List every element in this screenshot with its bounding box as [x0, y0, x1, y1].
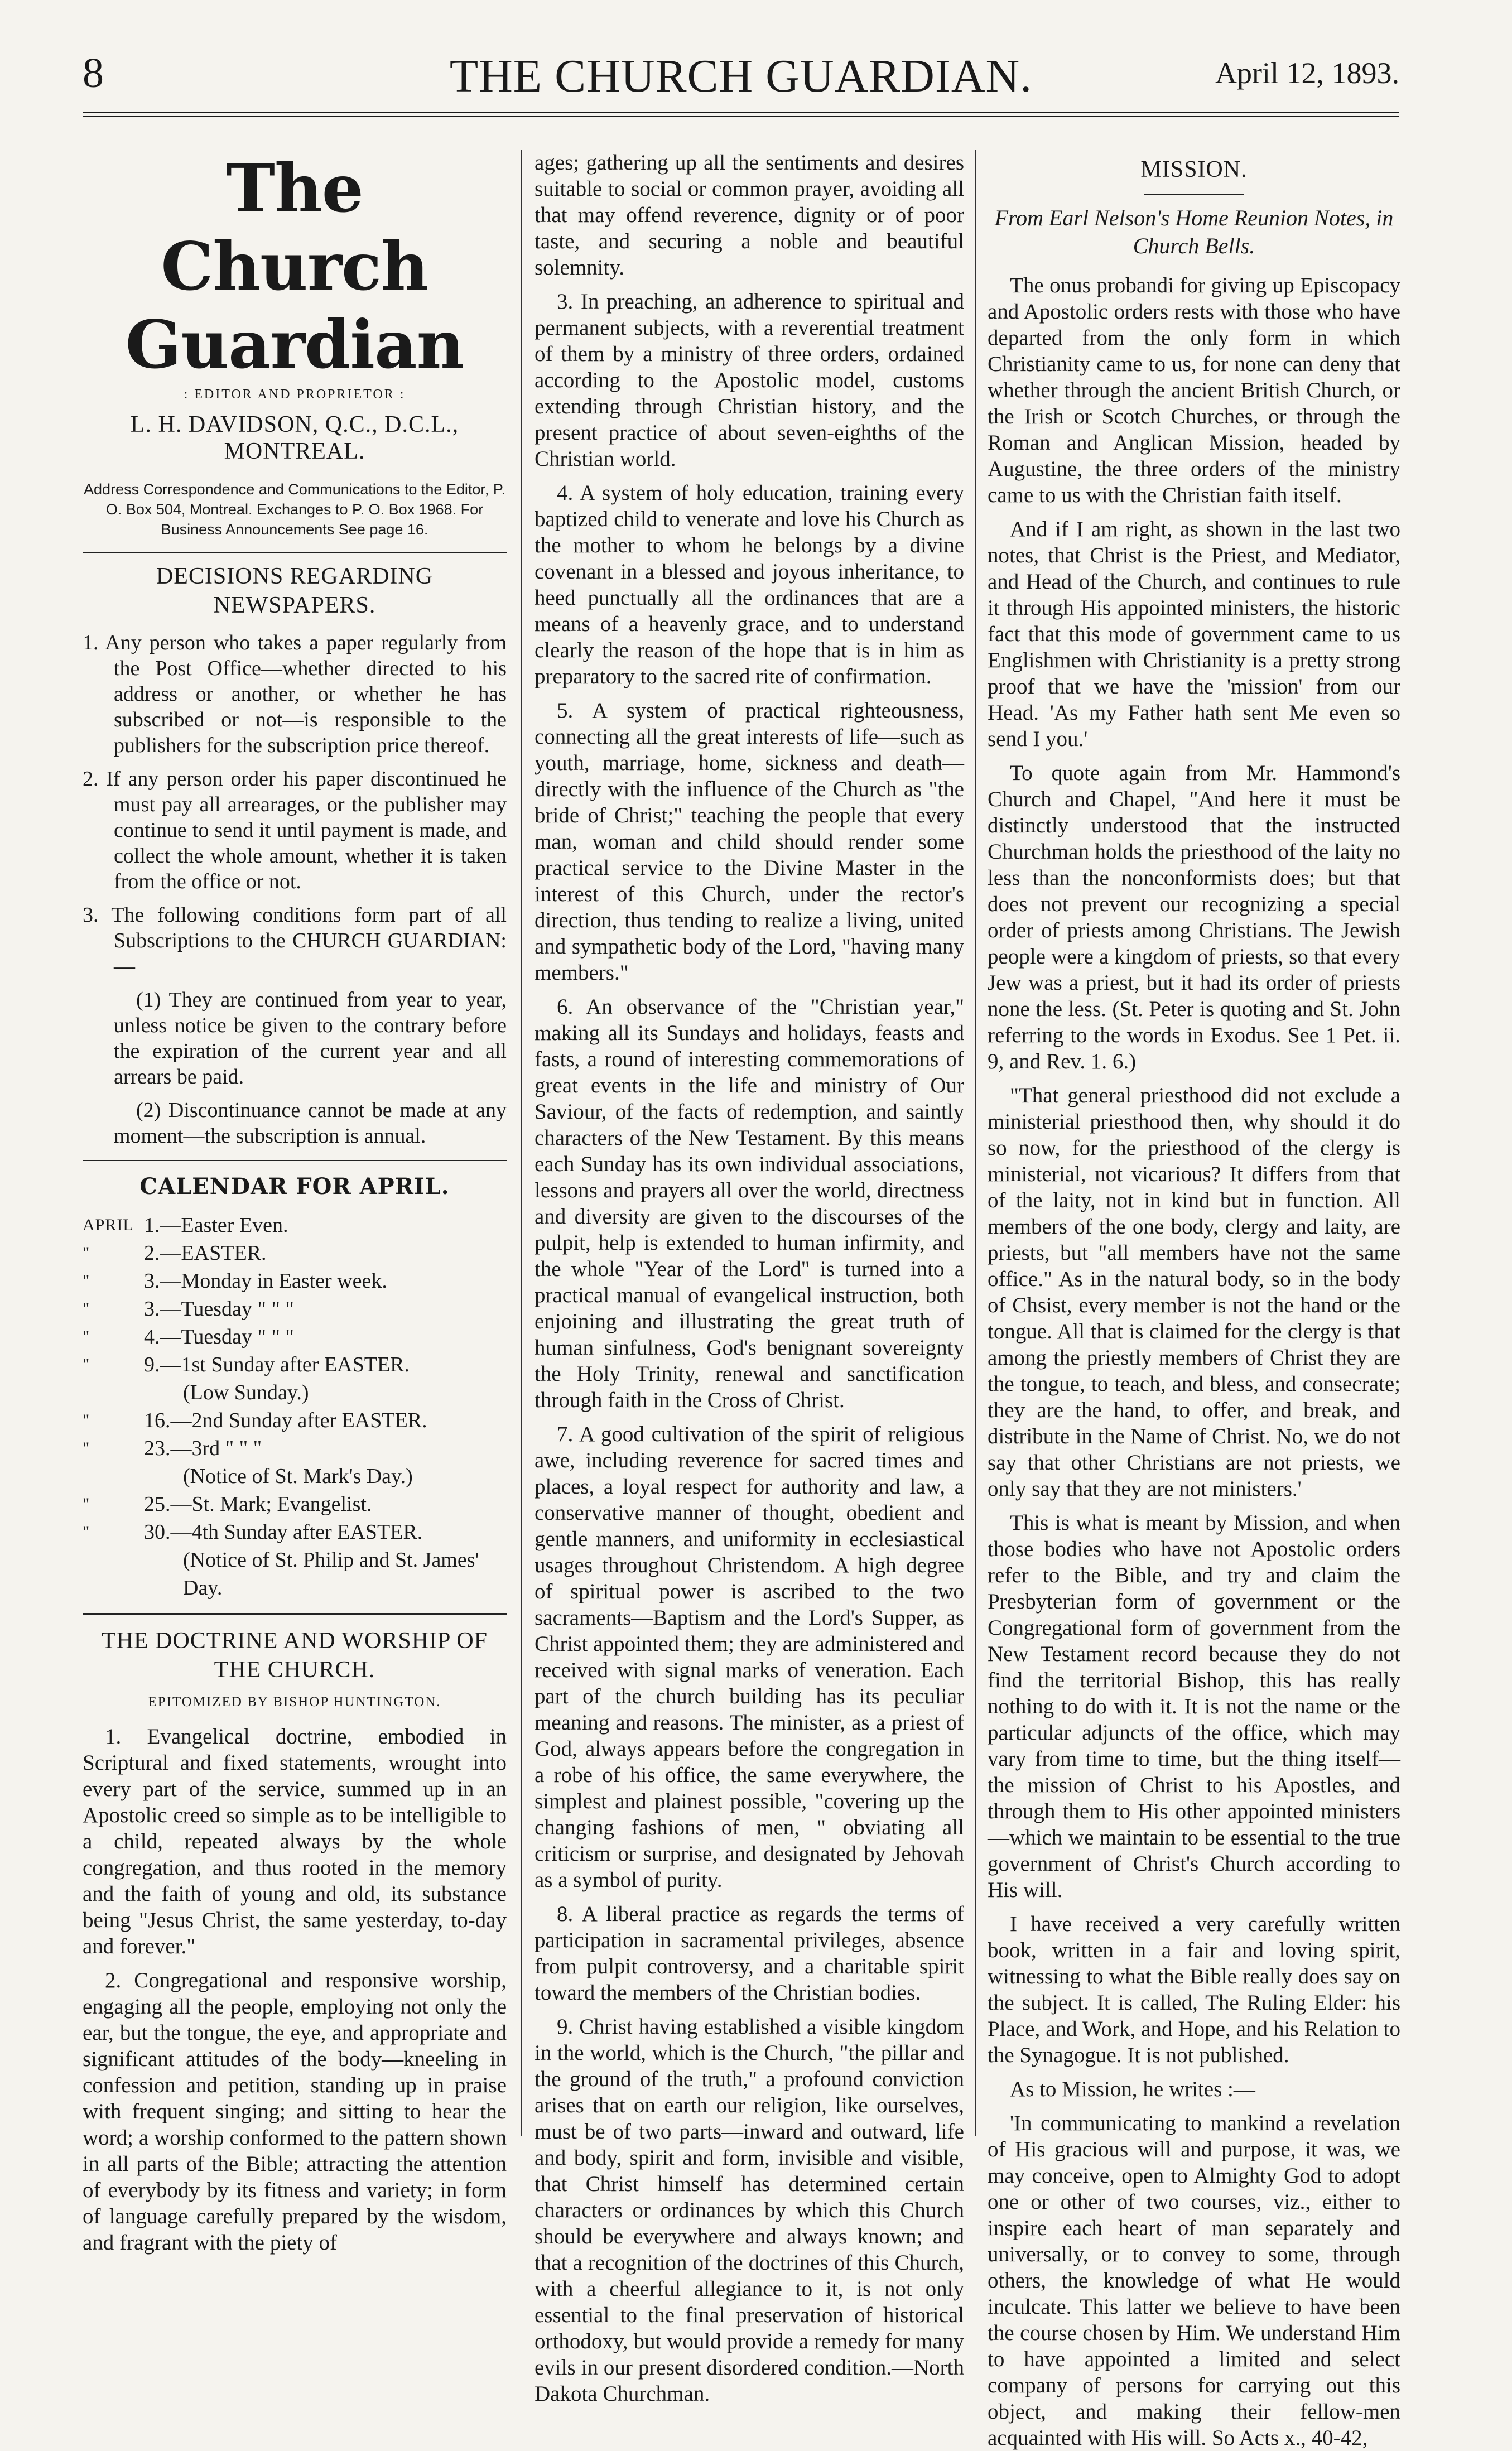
doctrine-paragraph: 4. A system of holy education, training every baptized child to venerate and love his Church as the mother to whom he belongs by a divine covenant in a blessed and joyous inheritance, to heed punctually all the ordinances that are a means of a heavenly grace, and to understand clearly the reason of the hope that is in him as preparatory to the sacred rite of confirmation. — [535, 481, 964, 688]
divider — [83, 552, 507, 553]
calendar-entry: " 4.—Tuesday " " " — [83, 1325, 294, 1349]
column-middle — [535, 150, 964, 2406]
calendar-note: (Notice of St. Mark's Day.) — [183, 1465, 413, 1488]
decision-item: 2. If any person order his paper discontinued he must pay all arrearages, or the publisher may continue to send it until payment is made, and collect the whole amount, whether it is taken from the office or not. — [83, 767, 507, 893]
decisions-heading: DECISIONS REGARDING NEWSPAPERS. — [156, 564, 434, 618]
doctrine-paragraph: 9. Christ having established a visible kingdom in the world, which is the Church, "the pillar and the ground of the truth," a profound conviction arises that on earth our religion, like ourselves, must be of two parts—inward and outward, life and body, spirit and form, invisible and visible, that Christ himself has determined certain characters or ordinances by which this Church should be everywhere and always known; and that a recognition of the doctrines of this Church, with a cheerful allegiance to it, is not only essential to the final preservation of historical orthodoxy, but would provide a remedy for many evils in our present disordered condition.—North Dakota Churchman. — [535, 2015, 964, 2406]
decision-subitem: (2) Discontinuance cannot be made at any moment—the subscription is annual. — [114, 1099, 507, 1148]
calendar-note: (Notice of St. Philip and St. James' Day. — [183, 1548, 479, 1600]
doctrine-paragraph: 6. An observance of the "Christian year," making all its Sundays and holidays, feasts and fasts, a round of interesting commemorations of great events in the life and ministry of Our Saviour, of the facts of redemption, and saintly characters of the New Testament. By this means each Sunday has its own individual associations, lessons and prayers all over the world, directness and diversity are given to the discourses of the pulpit, help is extended to human infirmity, and the whole "Year of the Lord" is turned into a practical manual of evangelical instruction, both enjoining and illustrating the great truth of human sinfulness, God's benignant sovereignty the Holy Trinity, renewal and sanctification through faith in the Cross of Christ. — [535, 995, 964, 1412]
calendar-entry: " 3.—Monday in Easter week. — [83, 1269, 387, 1293]
doctrine-paragraph: 2. Congregational and responsive worship, engaging all the people, employing not only the ear, but the tongue, the eye, and appropriate and significant attitudes of the body—kneeling in confession and petition, standing up in praise with frequent singing; and sitting to hear the word; a worship conformed to the pattern shown in all parts of the Bible; attracting the attention of everybody by its fitness and variety; in form of language carefully prepared by the wisdom, and fragrant with the piety of — [83, 1968, 507, 2255]
mission-paragraph: I have received a very carefully written book, written in a fair and loving spirit, witnessing to what the Bible really does say on the subject. It is called, The Ruling Elder: his Place, and Work, and Hope, and his Relation to the Synagogue. It is not published. — [988, 1912, 1400, 2067]
column-right — [988, 150, 1400, 2450]
column-divider — [521, 150, 522, 2136]
column-left — [83, 150, 507, 2255]
mission-paragraph: The onus probandi for giving up Episcopacy and Apostolic orders rests with those who have departed from the only form in which Christianity came to us, for none can deny that whether through the ancient British Church, or the Irish or Scotch Churches, or through the Roman and Anglican Mission, headed by Augustine, the three orders of the ministry came to us with the Christian faith itself. — [988, 273, 1400, 507]
mission-heading: MISSION. — [1140, 157, 1248, 182]
mission-paragraph: This is what is meant by Mission, and when those bodies who have not Apostolic orders refer to the Bible, and try and claim the Presbyterian form of government or the Congregational form of government from the New Testament record because they do not find the territorial Bishop, this has really nothing to do with it. It is not the name or the particular adjuncts of the office, which may vary from time to time, but the thing itself—the mission of Christ to his Apostles, and through them to His other appointed ministers—which we maintain to be essential to the true government of Christ's Church according to His will. — [988, 1511, 1400, 1902]
doctrine-byline: EPITOMIZED BY BISHOP HUNTINGTON. — [148, 1694, 441, 1710]
mission-source: From Earl Nelson's Home Reunion Notes, in Church Bells. — [994, 205, 1394, 258]
doctrine-paragraph: 3. In preaching, an adherence to spiritual and permanent subjects, with a reverential treatment of them by a ministry of three orders, ordained according to the Apostolic model, customs extending through Christian history, and the present practice of about seven-eighths of the Christian world. — [535, 290, 964, 471]
calendar-entry: " 9.—1st Sunday after EASTER. — [83, 1353, 410, 1376]
calendar-entry: " 2.—EASTER. — [83, 1241, 267, 1265]
page-number: 8 — [83, 50, 104, 97]
doctrine-paragraph: ages; gathering up all the sentiments and desires suitable to social or common prayer, avoiding all that may offend reverence, dignity or of poor taste, and securing a noble and beautiful solemnity. — [535, 151, 964, 280]
decision-subitem: (1) They are continued from year to year, unless notice be given to the contrary before the expiration of the current year and all arrears be paid. — [114, 988, 507, 1089]
calendar-entry: " 25.—St. Mark; Evangelist. — [83, 1492, 372, 1516]
mission-paragraph: 'In communicating to mankind a revelation of His gracious will and purpose, it was, we may conceive, open to Almighty God to adopt one or other of two courses, viz., either to inspire each heart of man separately and universally, or to convey to some, through others, the knowledge of what He would inculcate. This latter we believe to have been the course chosen by Him. We understand Him to have appointed a limited and select company of persons for carrying out this object, and making their fellow-men acquainted with His will. So Acts x., 40-42, — [988, 2111, 1400, 2450]
divider — [1144, 194, 1244, 195]
masthead-title: The Church Guardian — [125, 150, 464, 383]
paper-title: THE CHURCH GUARDIAN. — [449, 50, 1033, 102]
doctrine-paragraph: 7. A good cultivation of the spirit of religious awe, including reverence for sacred times and places, a loyal respect for authority and law, a conservative manner of thought, obedient and gentle manners, and uniformity in ecclesiastical usages throughout Christendom. A high degree of spiritual power is ascribed to the two sacraments—Baptism and the Lord's Supper, as Christ appointed them; they are administered and received with signal marks of veneration. Each part of the church building has its peculiar meaning and reasons. The minister, as a priest of God, always appears before the congregation in a robe of his office, the same everywhere, the simplest and plainest possible, "covering up the changing fashions of men, " obviating all criticism or surprise, and designated by Jehovah as a symbol of purity. — [535, 1422, 964, 1892]
calendar-heading: CALENDAR FOR APRIL. — [139, 1173, 450, 1200]
doctrine-paragraph: 1. Evangelical doctrine, embodied in Scriptural and fixed statements, wrought into every part of the service, summed up in an Apostolic creed so simple as to be intelligible to a child, repeated always by the whole congregation, and thus rooted in the memory and the faith of young and old, its substance being "Jesus Christ, the same yesterday, to-day and forever." — [83, 1725, 507, 1958]
divider — [83, 1613, 507, 1616]
mission-paragraph: And if I am right, as shown in the last two notes, that Christ is the Priest, and Mediator, and Head of the Church, and continues to rule it through His appointed ministers, the historic fact that this mode of government came to us Englishmen with Christianity is a pretty strong proof that we have the 'mission' from our Head. 'As my Father hath sent Me even so send I you.' — [988, 517, 1400, 751]
mission-paragraph: To quote again from Mr. Hammond's Church and Chapel, "And here it must be distinctly understood that the instructed Churchman holds the priesthood of the laity no less than the nonconformists does; but that does not prevent our recognizing a special order of priests among Christians. The Jewish people were a kingdom of priests, so that every Jew was a priest, but it had its order of priests none the less. (St. Peter is quoting and St. John referring to the words in Exodus. See 1 Pet. ii. 9, and Rev. 1. 6.) — [988, 761, 1400, 1073]
doctrine-paragraph: 5. A system of practical righteousness, connecting all the great interests of life—such as youth, marriage, home, sickness and death—directly with the influence of the Church as "the bride of Christ;" teaching the people that every man, woman and child should render some practical service to the Divine Master in the interest of this Church, under the rector's direction, thus tending to realize a living, united and sympathetic body of the Lord, "having many members." — [535, 699, 964, 985]
mission-paragraph: As to Mission, he writes :— — [1010, 2077, 1255, 2101]
decision-item: 3. The following conditions form part of all Subscriptions to the CHURCH GUARDIAN:— — [83, 903, 507, 978]
address-notice: Address Correspondence and Communications to the Editor, P. O. Box 504, Montreal. Exchanges to P. O. Box 1968. For Business Announcements See page 16. — [84, 481, 505, 538]
calendar-entry: " 30.—4th Sunday after EASTER. — [83, 1520, 423, 1544]
doctrine-heading: THE DOCTRINE AND WORSHIP OF THE CHURCH. — [101, 1628, 488, 1683]
mission-paragraph: "That general priesthood did not exclude a ministerial priesthood then, why should it do so now, for the priesthood of the clergy is ministerial, not vicarious? It differs from that of the laity, not in kind but in function. All members of the one body, clergy and laity, are priests, but "all members have not the same office." As in the natural body, so in the body of Chsist, every member is not the hand or the tongue. All that is claimed for the clergy is that among the priestly members of Christ they are the tongue, to teach, and bless, and consecrate; they are the hand, to offer, and break, and distribute in the Name of Christ. No, we do not say that other Christians are not priests, we only say that they are not ministers.' — [988, 1084, 1400, 1501]
running-header — [83, 49, 1399, 133]
calendar-entry: " 16.—2nd Sunday after EASTER. — [83, 1409, 427, 1432]
doctrine-paragraph: 8. A liberal practice as regards the terms of participation in sacramental privileges, absence from pulpit controversy, and a charitable spirit toward the members of the Christian bodies. — [535, 1902, 964, 2005]
decision-item: 1. Any person who takes a paper regularly from the Post Office—whether directed to his address or another, or whether he has subscribed or not—is responsible to the publishers for the subscription price thereof. — [83, 631, 507, 757]
calendar-entry: APRIL 1.—Easter Even. — [83, 1211, 507, 1239]
calendar-note: (Low Sunday.) — [183, 1381, 309, 1404]
divider — [83, 1159, 507, 1162]
calendar-entry: " 23.—3rd " " " — [83, 1437, 262, 1460]
editor-label: : EDITOR AND PROPRIETOR : — [184, 387, 406, 402]
calendar-month: APRIL — [83, 1216, 134, 1234]
calendar-entry: " 3.—Tuesday " " " — [83, 1297, 294, 1321]
editor-name: L. H. DAVIDSON, Q.C., D.C.L., MONTREAL. — [130, 412, 459, 464]
column-divider — [975, 150, 976, 2136]
header-rule — [83, 112, 1399, 117]
calendar-list — [83, 1211, 507, 1602]
issue-date: April 12, 1893. — [1215, 56, 1399, 90]
